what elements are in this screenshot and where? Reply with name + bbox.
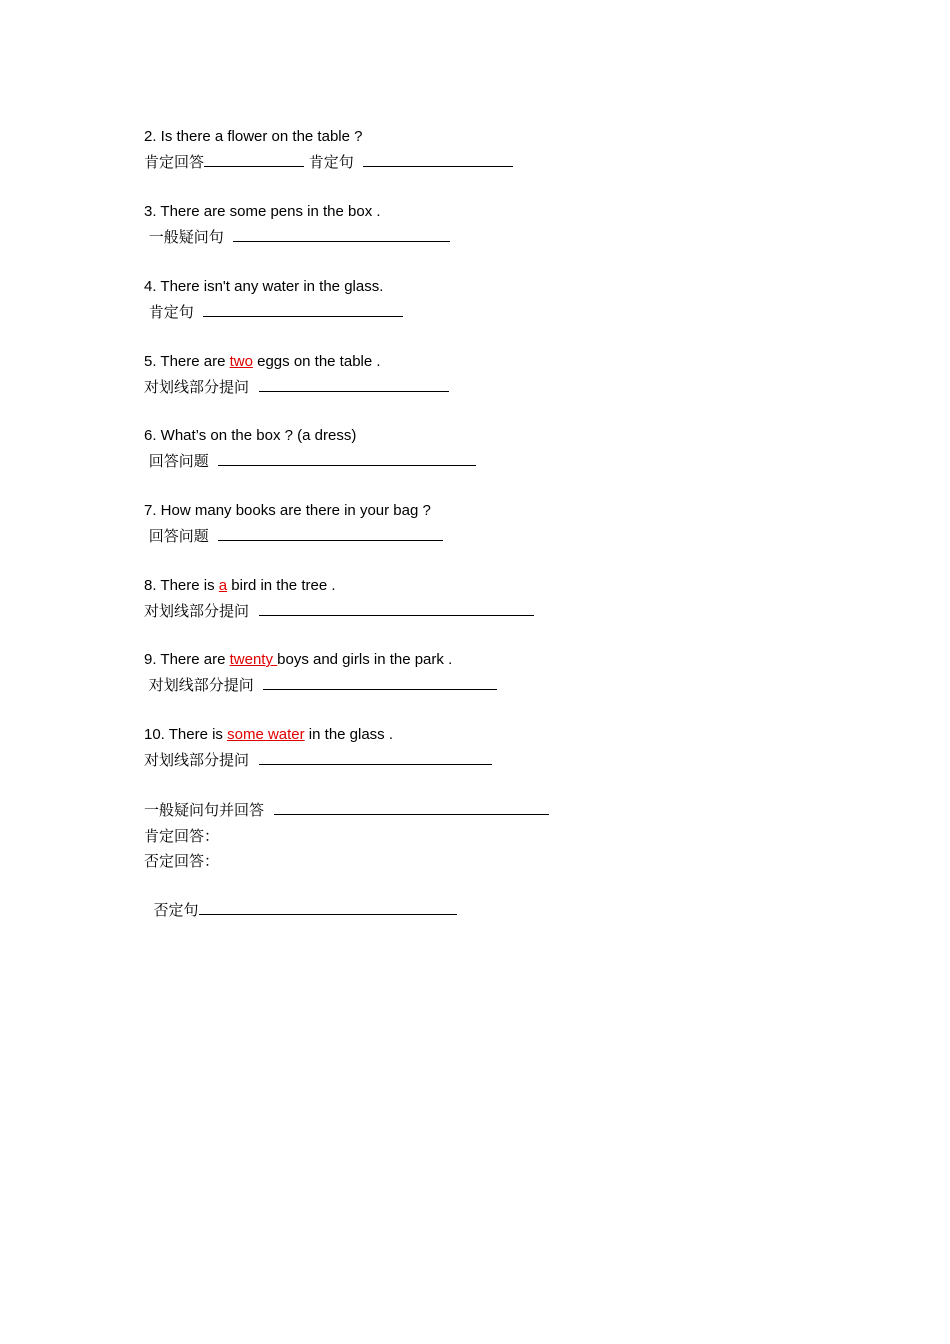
question-text: boys and girls in the park . — [277, 651, 453, 668]
question-text: 8. There is — [144, 577, 219, 594]
question-8 — [144, 576, 336, 596]
answer-label: 对划线部分提问 — [144, 378, 250, 396]
question-10-yesno-line — [144, 800, 549, 820]
question-3 — [144, 202, 381, 222]
underlined-word: two — [229, 353, 253, 370]
question-4 — [144, 277, 383, 297]
question-text: bird in the tree . — [227, 577, 336, 594]
question-text: 6. What’s on the box ? (a dress) — [144, 427, 357, 444]
answer-blank[interactable] — [218, 451, 476, 466]
question-4-answer-line — [144, 302, 403, 322]
underlined-word: some water — [227, 726, 305, 743]
question-2 — [144, 127, 362, 147]
question-7 — [144, 501, 431, 521]
question-8-answer-line — [144, 601, 534, 621]
question-10 — [144, 725, 393, 745]
answer-blank[interactable] — [259, 377, 449, 392]
answer-blank[interactable] — [233, 227, 450, 242]
answer-blank[interactable] — [218, 526, 443, 541]
question-10-no-line — [144, 851, 219, 871]
answer-blank[interactable] — [259, 750, 492, 765]
question-9 — [144, 650, 452, 670]
answer-blank[interactable] — [363, 152, 513, 167]
question-9-answer-line — [144, 675, 497, 695]
answer-blank[interactable] — [203, 302, 403, 317]
question-text: 7. How many books are there in your bag ? — [144, 502, 431, 519]
question-10-negative-line — [144, 900, 457, 920]
answer-label: 一般疑问句并回答 — [144, 801, 265, 819]
question-2-answer-line — [144, 152, 513, 172]
question-10-yes-line — [144, 826, 219, 846]
answer-label: 肯定回答 — [144, 153, 205, 171]
question-text: 10. There is — [144, 726, 228, 743]
underlined-word: a — [218, 577, 228, 594]
answer-label: 对划线部分提问 — [144, 751, 250, 769]
answer-label: 肯定回答： — [144, 827, 220, 845]
answer-blank[interactable] — [204, 152, 304, 167]
answer-blank[interactable] — [259, 601, 534, 616]
question-10-answer-line — [144, 750, 492, 770]
answer-label: 对划线部分提问 — [144, 602, 250, 620]
answer-label: 对划线部分提问 — [148, 676, 254, 694]
question-7-answer-line — [144, 526, 443, 546]
question-5 — [144, 352, 381, 372]
answer-label: 回答问题 — [148, 527, 209, 545]
question-text: eggs on the table . — [252, 353, 381, 370]
answer-label: 一般疑问句 — [148, 228, 224, 246]
question-3-answer-line — [144, 227, 450, 247]
question-text: 2. Is there a flower on the table ? — [144, 128, 363, 145]
question-6 — [144, 426, 356, 446]
answer-blank[interactable] — [199, 900, 457, 915]
underlined-word: twenty — [229, 651, 278, 668]
question-text: 9. There are — [144, 651, 230, 668]
answer-label: 肯定句 — [308, 153, 354, 171]
answer-label: 回答问题 — [148, 452, 209, 470]
question-6-answer-line — [144, 451, 476, 471]
answer-label: 否定句 — [153, 901, 199, 919]
question-5-answer-line — [144, 377, 449, 397]
answer-label: 肯定句 — [148, 303, 194, 321]
question-text: 4. There isn't any water in the glass. — [144, 278, 384, 295]
answer-blank[interactable] — [263, 675, 497, 690]
answer-label: 否定回答： — [144, 852, 220, 870]
question-text: in the glass . — [304, 726, 394, 743]
question-text: 5. There are — [144, 353, 230, 370]
answer-blank[interactable] — [274, 800, 549, 815]
question-text: 3. There are some pens in the box . — [144, 203, 381, 220]
